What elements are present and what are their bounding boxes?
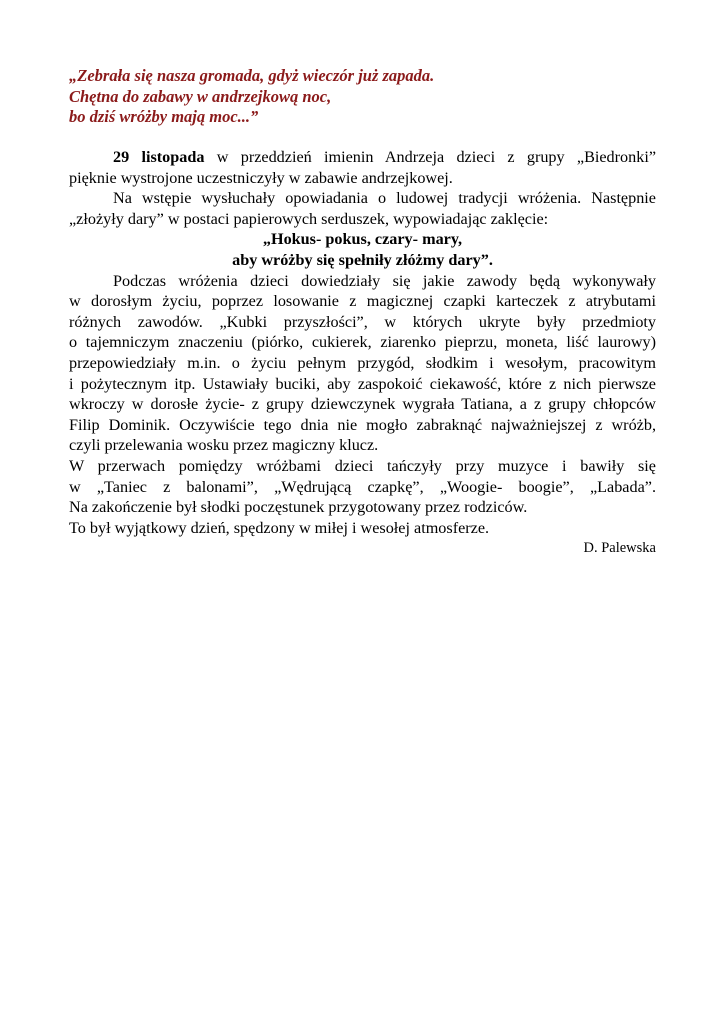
article-line-13: czyli przelewania wosku przez magiczny klucz. xyxy=(69,436,379,455)
poem-epigraph xyxy=(69,66,669,128)
article-line-6: w dorosłym życiu, poprzez losowanie z magicznej czapki karteczek z atrybutami xyxy=(69,292,656,311)
article-line-11: wkroczy w dorosłe życie- z grupy dziewczynek wygrała Tatiana, a z grupy chłopców xyxy=(69,395,656,414)
spell-line-1: „Hokus- pokus, czary- mary, xyxy=(262,230,463,249)
article-line-14: W przerwach pomiędzy wróżbami dzieci tańczyły przy muzyce i bawiły się xyxy=(69,456,656,475)
article-line-4: „złożyły dary” w postaci papierowych serduszek, wypowiadając zaklęcie: xyxy=(69,209,549,228)
article-date: 29 listopada xyxy=(113,148,205,166)
author-signature: D. Palewska xyxy=(583,540,656,556)
article-line-1-text: w przeddzień imienin Andrzeja dzieci z grupy „Biedronki” xyxy=(216,148,657,166)
article-line-15: w „Taniec z balonami”, „Wędrującą czapkę”, „Woogie- boogie”, „Labada”. xyxy=(69,477,656,496)
article-line-8: o tajemniczym znaczeniu (piórko, cukierek, ziarenko pieprzu, moneta, liść laurowy) xyxy=(69,333,656,352)
article-line-2: pięknie wystrojone uczestniczyły w zabawie andrzejkowej. xyxy=(69,168,453,187)
poem-line-3: bo dziś wróżby mają moc...” xyxy=(69,107,259,126)
article-line-5: Podczas wróżenia dzieci dowiedziały się jakie zawody będą wykonywały xyxy=(113,271,656,290)
article-line-10: i pożytecznym itp. Ustawiały buciki, aby zaspokoić ciekawość, które z nich pierwsze xyxy=(69,374,656,393)
article-line-7: różnych zawodów. „Kubki przyszłości”, w których ukryte były przedmioty xyxy=(69,312,656,331)
article-line-3: Na wstępie wysłuchały opowiadania o ludowej tradycji wróżenia. Następnie xyxy=(113,189,656,208)
article-line-17: To był wyjątkowy dzień, spędzony w miłej i wesołej atmosferze. xyxy=(69,518,490,537)
article-line-1 xyxy=(69,147,656,168)
article-line-16: Na zakończenie był słodki poczęstunek przygotowany przez rodziców. xyxy=(69,498,528,517)
article-body xyxy=(69,147,656,538)
poem-line-1: „Zebrała się nasza gromada, gdyż wieczór już zapada. xyxy=(69,66,435,85)
poem-line-2: Chętna do zabawy w andrzejkową noc, xyxy=(69,86,332,106)
article-line-9: przepowiedziały m.in. o życiu pełnym przygód, słodkim i wesołym, pracowitym xyxy=(69,353,656,372)
spell-line-2: aby wróżby się spełniły złóżmy dary”. xyxy=(232,250,493,269)
article-line-12: Filip Dominik. Oczywiście tego dnia nie mogło zabraknąć najważniejszej z wróżb, xyxy=(69,415,656,434)
